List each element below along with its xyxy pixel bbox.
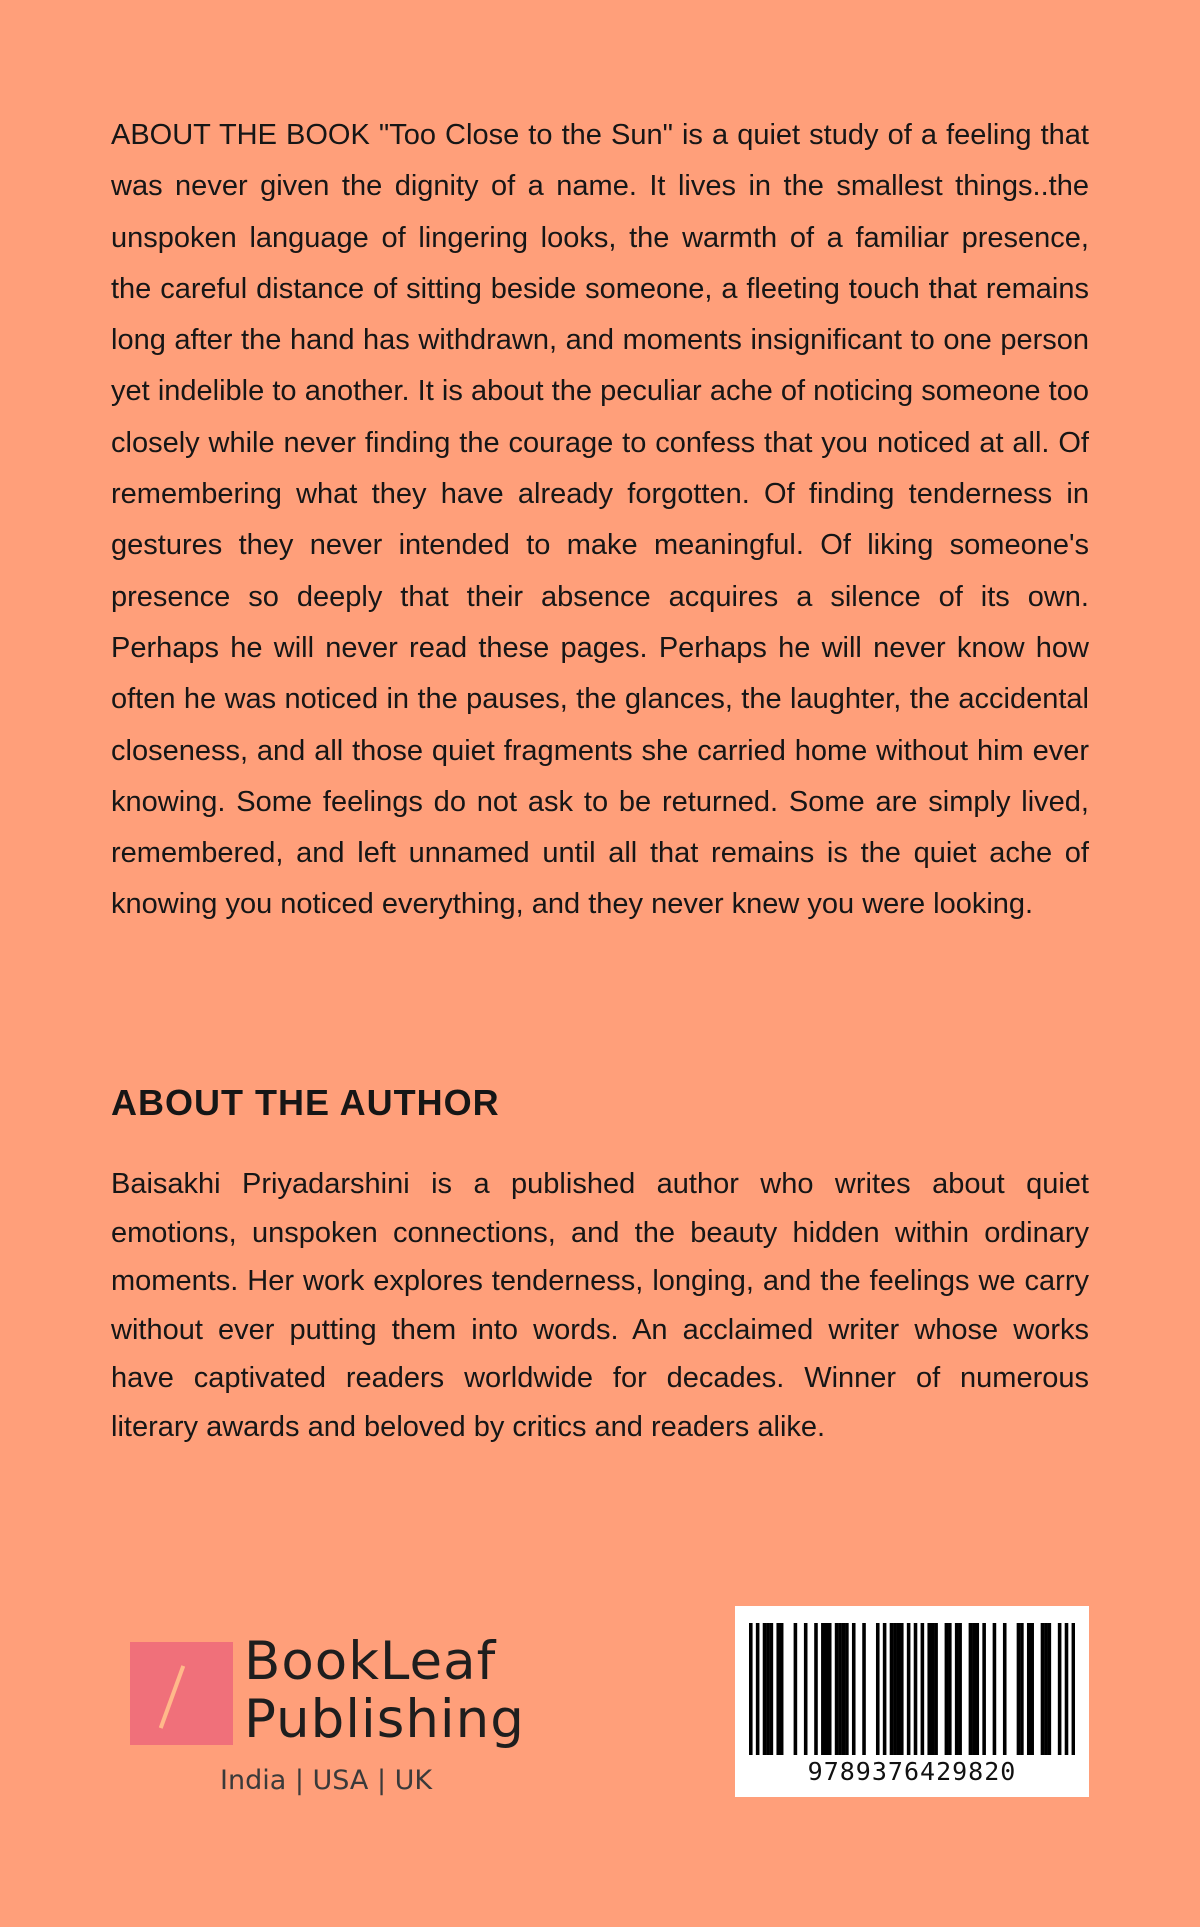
barcode-bar <box>821 1623 825 1755</box>
barcode-bar <box>1020 1623 1024 1755</box>
barcode-bar <box>842 1623 846 1755</box>
about-author-text: Baisakhi Priyadarshini is a published author who writes about quiet emotions, unspoken connections, and the beauty hidden within ordinary moments. Her work explores tenderness, longing, and the feelings we carry without ever putting them into words. An acclaimed writer whose works have captivated readers worldwide for decades. Winner of numerous literary awards and beloved by critics and readers alike. <box>111 1168 1089 1443</box>
barcode-bar <box>876 1623 880 1755</box>
barcode-bar <box>862 1623 866 1755</box>
barcode-bar <box>907 1623 911 1755</box>
barcode-bar <box>1058 1623 1062 1755</box>
about-author-heading: ABOUT THE AUTHOR <box>111 1082 500 1123</box>
barcode-bar <box>955 1623 959 1755</box>
barcode-bar <box>780 1623 784 1755</box>
barcode-bar <box>794 1623 798 1755</box>
barcode-bar <box>814 1623 818 1755</box>
barcode-bar <box>972 1623 976 1755</box>
about-book-text: ABOUT THE BOOK "Too Close to the Sun" is a quiet study of a feeling that was never given the dignity of a name. It lives in the smallest things..the unspoken language of lingering looks, the warmth of a familiar presence, the careful distance of sitting beside someone, a fleeting touch that remains long after the hand has withdrawn, and moments insignificant to one person yet indelible to another. It is about the peculiar ache of noticing someone too closely while never finding the courage to confess that you noticed at all. Of remembering what they have already forgotten. Of finding tenderness in gestures they never intended to make meaningful. Of liking someone's presence so deeply that their absence acquires a silence of its own. Perhaps he will never read these pages. Perhaps he will never know how often he was noticed in the pauses, the glances, the laughter, the accidental closeness, and all those quiet fragments she carried home without him ever knowing. Some feelings do not ask to be returned. Some are simply lived, remembered, and left unnamed until all that remains is the quiet ache of knowing you noticed everything, and they never knew you were looking. <box>111 119 1089 921</box>
barcode-bar <box>838 1623 842 1755</box>
barcode-bar <box>1048 1623 1052 1755</box>
barcode-bar <box>835 1623 839 1755</box>
barcode-bars <box>749 1623 1075 1755</box>
barcode-bar <box>852 1623 856 1755</box>
barcode-bar <box>897 1623 901 1755</box>
barcode-bar <box>945 1623 949 1755</box>
isbn-number: 9789376429820 <box>807 1757 1017 1786</box>
logo-slash-mark <box>159 1665 185 1728</box>
barcode-bar <box>763 1623 767 1755</box>
barcode-bar <box>893 1623 897 1755</box>
barcode-bar <box>1044 1623 1048 1755</box>
barcode-bar <box>934 1623 938 1755</box>
barcode-bar <box>824 1623 828 1755</box>
slash-square-icon <box>130 1642 233 1745</box>
barcode-bar <box>921 1623 925 1755</box>
barcode-bar <box>982 1623 986 1755</box>
barcode-bar <box>804 1623 808 1755</box>
barcode-bar <box>900 1623 904 1755</box>
barcode-bar <box>1030 1623 1034 1755</box>
publisher-logo <box>130 1631 530 1815</box>
barcode-bar <box>914 1623 918 1755</box>
barcode-bar <box>927 1623 931 1755</box>
barcode-bar <box>1003 1623 1007 1755</box>
barcode-bar <box>883 1623 887 1755</box>
publisher-regions: India | USA | UK <box>220 1765 433 1796</box>
barcode-bar <box>828 1623 832 1755</box>
barcode-bar <box>776 1623 780 1755</box>
barcode-bar <box>756 1623 760 1755</box>
barcode-bar <box>948 1623 952 1755</box>
barcode-bar <box>1027 1623 1031 1755</box>
barcode-bar <box>931 1623 935 1755</box>
barcode-bar <box>749 1623 753 1755</box>
publisher-name-line1: BookLeaf <box>244 1631 497 1692</box>
barcode-bar <box>993 1623 997 1755</box>
barcode-bar <box>975 1623 979 1755</box>
barcode-bar <box>890 1623 894 1755</box>
barcode-bar <box>766 1623 770 1755</box>
barcode-bar <box>845 1623 849 1755</box>
barcode-bar <box>770 1623 774 1755</box>
barcode-bar <box>969 1623 973 1755</box>
barcode-bar <box>1041 1623 1045 1755</box>
publisher-name-line2: Publishing <box>244 1689 525 1750</box>
barcode-bar <box>1065 1623 1069 1755</box>
barcode-bar <box>1017 1623 1021 1755</box>
isbn-barcode <box>735 1606 1089 1797</box>
barcode-bar <box>958 1623 962 1755</box>
barcode-bar <box>1072 1623 1075 1755</box>
